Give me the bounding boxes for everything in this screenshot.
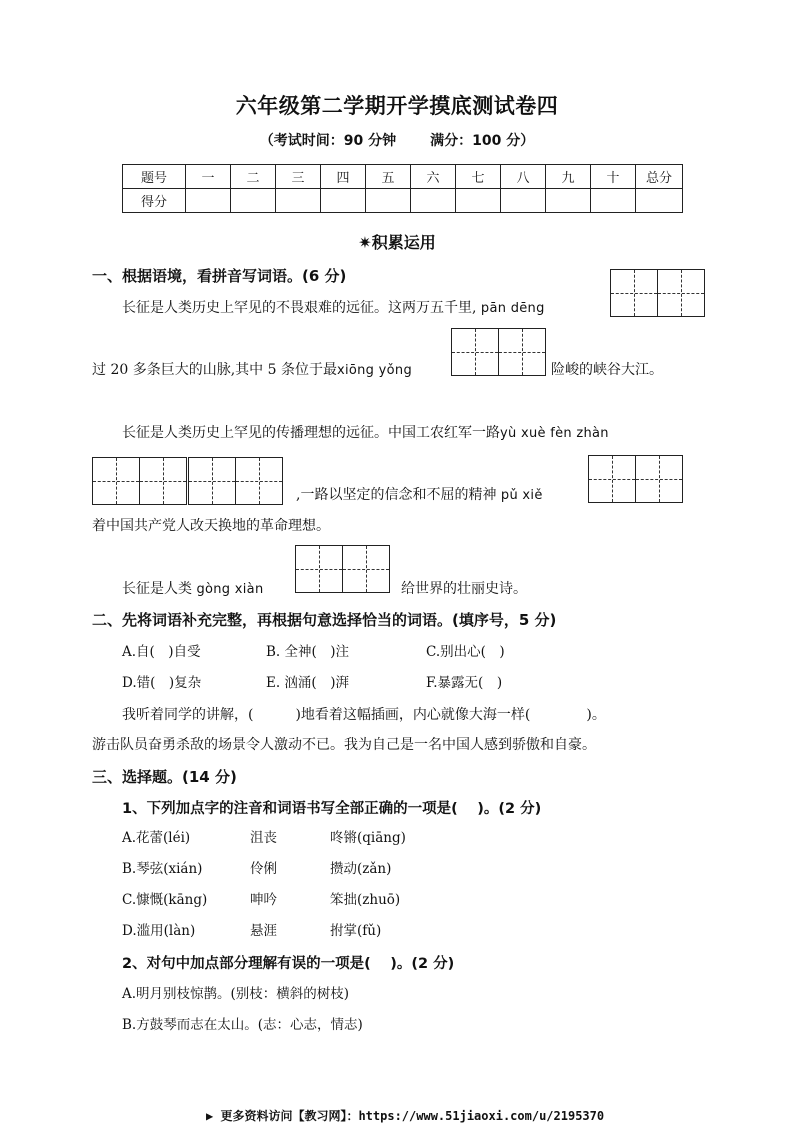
q3-2-option-a: A.明月别枝惊鹊。(别枝：横斜的树枝) bbox=[122, 986, 350, 1002]
score-table-col: 六 bbox=[411, 165, 456, 189]
score-table-col: 四 bbox=[321, 165, 366, 189]
answer-grid-pu-xie[interactable] bbox=[588, 455, 683, 503]
score-table-col: 八 bbox=[501, 165, 546, 189]
q3-2-option-b: B.方鼓琴而志在太山。(志：心志，情志) bbox=[122, 1017, 363, 1033]
writing-cell[interactable] bbox=[498, 328, 546, 376]
writing-cell[interactable] bbox=[188, 457, 236, 505]
q1-text: 长征是人类 bbox=[122, 581, 192, 597]
score-cell[interactable] bbox=[501, 189, 546, 213]
page-title: 六年级第二学期开学摸底测试卷四 bbox=[235, 94, 559, 118]
writing-cell[interactable] bbox=[657, 269, 705, 317]
q3-1-option-d-word: 悬涯 bbox=[250, 923, 277, 939]
score-cell[interactable] bbox=[456, 189, 501, 213]
q2-sentence-2: 游击队员奋勇杀敌的场景令人激动不已。我为自己是一名中国人感到骄傲和自豪。 bbox=[92, 737, 596, 753]
score-table bbox=[122, 164, 683, 213]
score-cell[interactable] bbox=[276, 189, 321, 213]
exam-time: （考试时间：90 分钟 bbox=[259, 133, 397, 149]
q3-1-option-b: B.琴弦(xián) bbox=[122, 861, 203, 877]
pinyin-prompt: xiōng yǒng bbox=[336, 363, 413, 378]
q3-1-option-b-word: 伶俐 bbox=[250, 861, 277, 877]
score-cell[interactable] bbox=[186, 189, 231, 213]
q2-option: F.暴露无( ) bbox=[426, 675, 503, 691]
footer-link[interactable]: ▶ 更多资料访问【教习网】：https://www.51jiaoxi.com/u/2195370 bbox=[206, 1109, 605, 1123]
score-table-col: 一 bbox=[186, 165, 231, 189]
writing-cell[interactable] bbox=[635, 455, 683, 503]
q1-text: ,一路以坚定的信念和不屈的精神 bbox=[296, 487, 497, 503]
q1-text-tail: 给世界的壮丽史诗。 bbox=[401, 581, 527, 597]
writing-cell[interactable] bbox=[342, 545, 390, 593]
score-cell[interactable] bbox=[591, 189, 636, 213]
question-2-heading: 二、先将词语补充完整，再根据句意选择恰当的词语。(填序号，5 分) bbox=[92, 611, 557, 629]
q3-1-option-d-word2: 拊掌(fǔ) bbox=[330, 923, 382, 939]
q1-paragraph-2-line-2 bbox=[296, 484, 543, 504]
answer-grid-gong-xian[interactable] bbox=[295, 545, 390, 593]
q3-1-option-a-word2: 咚锵(qiāng) bbox=[330, 830, 406, 846]
score-table-header-row bbox=[123, 165, 683, 189]
q3-1-option-a: A.花蕾(léi) bbox=[122, 830, 191, 846]
score-cell[interactable] bbox=[366, 189, 411, 213]
score-table-col: 九 bbox=[546, 165, 591, 189]
question-1-heading: 一、根据语境，看拼音写词语。(6 分) bbox=[92, 267, 347, 285]
q3-1-option-b-word2: 攒动(zǎn) bbox=[330, 861, 392, 877]
writing-cell[interactable] bbox=[139, 457, 187, 505]
pinyin-prompt: yù xuè fèn zhàn bbox=[500, 426, 609, 441]
score-cell[interactable] bbox=[546, 189, 591, 213]
score-cell[interactable] bbox=[411, 189, 456, 213]
score-cell[interactable] bbox=[636, 189, 683, 213]
score-cell[interactable] bbox=[231, 189, 276, 213]
q1-text: 长征是人类历史上罕见的不畏艰难的远征。这两万五千里, bbox=[122, 300, 477, 316]
q1-paragraph-1-line-2 bbox=[92, 359, 412, 379]
q2-option: B. 全神( )注 bbox=[266, 644, 350, 660]
q2-option: C.别出心( ) bbox=[426, 644, 505, 660]
score-table-col: 七 bbox=[456, 165, 501, 189]
score-cell[interactable] bbox=[321, 189, 366, 213]
q1-text: 长征是人类历史上罕见的传播理想的远征。中国工农红军一路 bbox=[122, 425, 500, 441]
q3-2-stem: 2、对句中加点部分理解有误的一项是( )。(2 分) bbox=[122, 956, 455, 972]
q3-1-option-c-word: 呻吟 bbox=[250, 892, 277, 908]
score-table-row-label: 题号 bbox=[123, 165, 186, 189]
q1-text-tail: 险峻的峡谷大江。 bbox=[551, 362, 663, 378]
q3-1-stem: 1、下列加点字的注音和词语书写全部正确的一项是( )。(2 分) bbox=[122, 801, 542, 817]
pinyin-prompt: pǔ xiě bbox=[500, 488, 543, 503]
q2-sentence-1: 我听着同学的讲解，( )地看着这幅插画，内心就像大海一样( )。 bbox=[122, 707, 606, 723]
writing-cell[interactable] bbox=[451, 328, 499, 376]
answer-grid-yu-xue-fen-zhan[interactable] bbox=[92, 457, 283, 505]
writing-cell[interactable] bbox=[295, 545, 343, 593]
section-heading: ✷积累运用 bbox=[358, 233, 436, 252]
writing-cell[interactable] bbox=[92, 457, 140, 505]
writing-cell[interactable] bbox=[235, 457, 283, 505]
pinyin-prompt: pān dēng bbox=[480, 301, 545, 316]
score-table-total: 总分 bbox=[636, 165, 683, 189]
score-table-col: 三 bbox=[276, 165, 321, 189]
q3-1-option-c-word2: 笨拙(zhuō) bbox=[330, 892, 401, 908]
q2-option: E. 汹涌( )湃 bbox=[266, 675, 349, 691]
q1-paragraph-2-line-1 bbox=[122, 422, 609, 442]
q3-1-option-c: C.慷慨(kāng) bbox=[122, 892, 208, 908]
score-table-col: 十 bbox=[591, 165, 636, 189]
answer-grid-xiong-yong[interactable] bbox=[451, 328, 546, 376]
q2-option: A.自( )自受 bbox=[122, 644, 201, 660]
answer-grid-pan-deng[interactable] bbox=[610, 269, 705, 317]
q1-paragraph-1-line-1 bbox=[122, 297, 545, 317]
writing-cell[interactable] bbox=[610, 269, 658, 317]
pinyin-prompt: gòng xiàn bbox=[196, 582, 264, 597]
score-table-row-label: 得分 bbox=[123, 189, 186, 213]
question-3-heading: 三、选择题。(14 分) bbox=[92, 768, 237, 786]
q3-1-option-a-word: 沮丧 bbox=[250, 830, 277, 846]
q1-paragraph-3 bbox=[122, 578, 264, 598]
score-table-col: 五 bbox=[366, 165, 411, 189]
score-table-score-row bbox=[123, 189, 683, 213]
score-table-col: 二 bbox=[231, 165, 276, 189]
q1-text: 过 20 多条巨大的山脉,其中 5 条位于最 bbox=[92, 362, 337, 378]
q2-option: D.错( )复杂 bbox=[122, 675, 202, 691]
q1-paragraph-2-line-3: 着中国共产党人改天换地的革命理想。 bbox=[92, 518, 330, 534]
q3-1-option-d: D.滥用(làn) bbox=[122, 923, 196, 939]
exam-info bbox=[0, 130, 794, 150]
writing-cell[interactable] bbox=[588, 455, 636, 503]
exam-full-score: 满分：100 分） bbox=[430, 133, 535, 149]
